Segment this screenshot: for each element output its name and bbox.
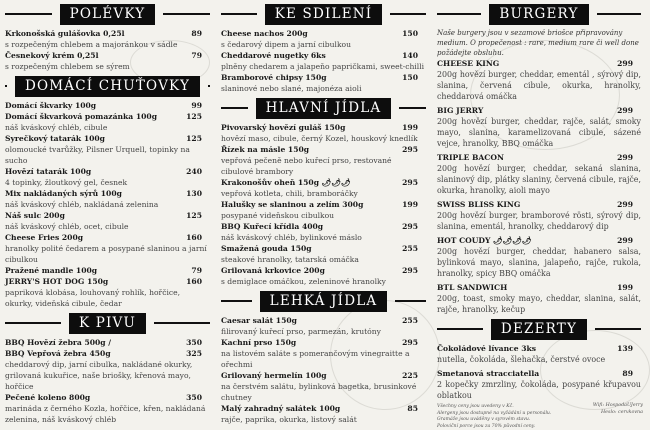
- menu-item-description: steakové hranolky, tatarská omáčka: [221, 254, 426, 265]
- menu-item-name: Smažená gouda 150g: [221, 243, 312, 254]
- menu-item-description: s rozpečeným chlebem se sýrem: [5, 61, 210, 72]
- menu-item-price: 255: [402, 243, 426, 254]
- menu-item-price: 299: [617, 58, 641, 69]
- menu-item: [5, 188, 210, 199]
- divider-line: [395, 300, 426, 302]
- menu-item-name: TRIPLE BACON: [437, 152, 504, 163]
- divider-line: [595, 328, 641, 330]
- menu-item: [221, 337, 426, 348]
- menu-item-description: 200g hovězí burger, cheddar, ementál , sýrový dip, slanina, červená cibule, okurka, hranolky, cheddarová omáčka: [437, 69, 641, 102]
- menu-item-price: 299: [617, 235, 641, 246]
- menu-item-name: Domácí škvarky 100g: [5, 100, 96, 111]
- section-header: [5, 312, 210, 334]
- menu-item-price: 325: [186, 348, 210, 359]
- menu-item: [221, 50, 426, 61]
- menu-item-description: 200g hovězí burger, cheddar, sekaná slanina, slaninový dip, plátky slaniny, červená cibule, rajče, okurka, hranolky, aioli mayo: [437, 163, 641, 196]
- menu-item: [5, 210, 210, 221]
- menu-item: [5, 100, 210, 111]
- section-title: K PIVU: [69, 313, 146, 334]
- menu-item: [5, 50, 210, 61]
- menu-item-price: 295: [402, 337, 426, 348]
- menu-item: [221, 72, 426, 83]
- wifi-name: Wifi: HospodaUJerry: [593, 402, 643, 409]
- section-title: DOMÁCÍ CHUŤOVKY: [15, 76, 200, 97]
- menu-item: [221, 403, 426, 414]
- menu-item-description: náš kváskový chléb, ocet, cibule: [5, 221, 210, 232]
- menu-item-description: náš kváskový chléb, nakládaná zelenina: [5, 199, 210, 210]
- menu-item-description: cheddarový dip, jarní cibulka, nakládané okurky, grilovaná kukuřice, naše briošky, křenová mayo, hořčice: [5, 359, 210, 392]
- menu-item: [221, 370, 426, 381]
- section-header: [437, 3, 641, 25]
- menu-item-price: 295: [402, 265, 426, 276]
- menu-item-price: 130: [186, 188, 210, 199]
- menu-item: [5, 265, 210, 276]
- divider-line: [5, 322, 61, 324]
- divider-line: [154, 322, 210, 324]
- menu-item-name: Mix nakládaných sýrů 100g: [5, 188, 122, 199]
- menu-item-price: 350: [186, 392, 210, 403]
- menu-item-name: Domácí škvarková pomazánka 100g: [5, 111, 157, 122]
- menu-item-name: HOT COUDY 🌶🌶🌶🌶: [437, 235, 532, 246]
- menu-item-description: na čerstvém salátu, bylinková bagetka, brusinkové chutney: [221, 381, 426, 403]
- menu-item-price: 89: [622, 368, 641, 379]
- menu-item-name: Halušky se slaninou a zelím 300g: [221, 199, 363, 210]
- menu-item-price: 79: [191, 50, 210, 61]
- divider-line: [221, 13, 257, 15]
- menu-item-name: BBQ Kuřecí křídla 400g: [221, 221, 323, 232]
- section-title: LEHKÁ JÍDLA: [260, 291, 388, 312]
- menu-item-description: náš kváskový chléb, cibule: [5, 122, 210, 133]
- menu-item: [5, 348, 210, 359]
- divider-line: [437, 13, 481, 15]
- menu-item-description: 200g hovězí burger, cheddar, habanero salsa, bylinková mayo, slanina, jalapeňo, rajče, rukola, hranolky, spicy BBQ omáčka: [437, 246, 641, 279]
- menu-item: [437, 368, 641, 379]
- menu-item-description: s čedarový dipem a jarní cibulkou: [221, 39, 426, 50]
- menu-item-name: BIG JERRY: [437, 105, 483, 116]
- menu-item-price: 199: [617, 282, 641, 293]
- menu-item-description: vepřová pečeně nebo kuřecí prso, restované cibulové brambory: [221, 155, 426, 177]
- menu-item-name: Řízek na másle 150g: [221, 144, 309, 155]
- menu-item-name: Pražené mandle 100g: [5, 265, 97, 276]
- divider-line: [597, 13, 641, 15]
- menu-item-description: rajče, paprika, okurka, listový salát: [221, 414, 426, 425]
- menu-item-name: Cheese Fries 200g: [5, 232, 83, 243]
- menu-item-description: 4 topinky, žloutkový gel, česnek: [5, 177, 210, 188]
- menu-item: [221, 315, 426, 326]
- menu-item-price: 240: [186, 166, 210, 177]
- menu-item-price: 89: [191, 28, 210, 39]
- menu-item-description: náš kváskový chléb, bylinkové máslo: [221, 232, 426, 243]
- section-title: HLAVNÍ JÍDLA: [256, 98, 392, 119]
- divider-line: [221, 300, 252, 302]
- menu-item: [5, 133, 210, 144]
- menu-item-price: 199: [402, 122, 426, 133]
- menu-item-description: plněny chedarem a jalapeňo papričkami, sweet-chilli: [221, 61, 426, 72]
- menu-item-description: posypané videňskou cibulkou: [221, 210, 426, 221]
- menu-item-name: Pivovarský hovězí guláš 150g: [221, 122, 345, 133]
- menu-item-price: 225: [402, 370, 426, 381]
- menu-item: [221, 122, 426, 133]
- section-title: BURGERY: [489, 4, 588, 25]
- menu-item-name: Malý zahradný salátek 100g: [221, 403, 340, 414]
- divider-line: [5, 85, 7, 87]
- menu-item-price: 295: [402, 221, 426, 232]
- section-header: [5, 3, 210, 25]
- menu-item-description: slaninové nebo slané, majonéza aioli: [221, 83, 426, 94]
- menu-item-price: 299: [617, 199, 641, 210]
- menu-item-name: Krkonošská gulášovka 0,25l: [5, 28, 124, 39]
- menu-item-price: 125: [186, 210, 210, 221]
- section-header: [5, 75, 210, 97]
- menu-item-name: Čokoládové lívance 3ks: [437, 343, 536, 354]
- menu-item-price: 350: [186, 337, 210, 348]
- footnote: Gramáže jsou uváděny v syrovém stavu.: [437, 417, 641, 424]
- menu-item-name: Grilovaný hermelín 100g: [221, 370, 327, 381]
- menu-item: [5, 111, 210, 122]
- menu-item-price: 150: [402, 28, 426, 39]
- menu-item-description: s demiglace omáčkou, zeleninové hranolky: [221, 276, 426, 287]
- wifi-password: Heslo: cervkovna: [593, 409, 643, 416]
- section-title: KE SDILENÍ: [265, 4, 383, 25]
- divider-line: [390, 13, 426, 15]
- menu-item: [221, 144, 426, 155]
- menu-item-price: 160: [186, 276, 210, 287]
- menu-item-name: JERRY'S HOT DOG 150g: [5, 276, 108, 287]
- menu-item: [5, 276, 210, 287]
- menu-item-name: BTL SANDWICH: [437, 282, 507, 293]
- section-header: [437, 318, 641, 340]
- menu-item-price: 140: [402, 50, 426, 61]
- menu-item-price: 299: [617, 105, 641, 116]
- section-title: POLÉVKY: [60, 4, 156, 25]
- wifi-info: [593, 402, 643, 416]
- menu-item-price: 295: [402, 177, 426, 188]
- menu-item-description: na listovém saláte s pomerančovým vinegraitte a ořechmi: [221, 348, 426, 370]
- menu-item: [437, 282, 641, 293]
- menu-item: [437, 235, 641, 246]
- menu-item-price: 295: [402, 144, 426, 155]
- menu-column-right: [437, 0, 641, 430]
- menu-item-description: papriková klobása, louhovaný rohlík, hořčice, okurky, videňská cibule, čedar: [5, 287, 210, 309]
- menu-item-price: 79: [191, 265, 210, 276]
- menu-item: [437, 105, 641, 116]
- menu-item-price: 255: [402, 315, 426, 326]
- menu-item-name: Caesar salát 150g: [221, 315, 297, 326]
- menu-item-description: 200g, toast, smoky mayo, cheddar, slanina, salát, rajče, hranolky, kečup: [437, 293, 641, 315]
- menu-item: [5, 28, 210, 39]
- menu-item-name: Česnekový krém 0,25l: [5, 50, 98, 61]
- menu-item-description: olomoucké tvarůžky, Pilsner Urquell, topinky na sucho: [5, 144, 210, 166]
- menu-item: [5, 392, 210, 403]
- menu-item-price: 160: [186, 232, 210, 243]
- footnote: Všechny ceny jsou uvedeny v Kč.: [437, 404, 641, 411]
- menu-item: [5, 337, 210, 348]
- menu-item-name: SWISS BLISS KING: [437, 199, 520, 210]
- divider-line: [399, 107, 426, 109]
- menu-item-name: BBQ Hovězí žebra 500g /: [5, 337, 111, 348]
- menu-item-price: 139: [617, 343, 641, 354]
- menu-item-price: 99: [191, 100, 210, 111]
- menu-column-middle: [221, 0, 426, 425]
- menu-item-description: marináda z černého Kozla, hořčice, křen, nakládaná zelenina, náš kváskový chléb: [5, 403, 210, 425]
- menu-item: [437, 199, 641, 210]
- menu-item-price: 125: [186, 133, 210, 144]
- menu-item-price: 150: [402, 72, 426, 83]
- menu-item: [5, 232, 210, 243]
- menu-item: [437, 343, 641, 354]
- menu-item-price: 125: [186, 111, 210, 122]
- menu-item-description: 200g hovězí burger, cheddar, rajče, salát, smoky mayo, slanina, karamelizovaná cibule, sázené vejce, hranolky, BBQ omáčka: [437, 116, 641, 149]
- menu-item-name: CHEESE KING: [437, 58, 499, 69]
- menu-item-description: s rozpečeným chlebem a majoránkou v sádle: [5, 39, 210, 50]
- menu-item-name: Cheddarové nugetky 6ks: [221, 50, 326, 61]
- divider-line: [221, 107, 248, 109]
- menu-item: [221, 28, 426, 39]
- menu-item-name: Bramborové chipsy 150g: [221, 72, 327, 83]
- menu-item-description: 2 kopečky zmrzliny, čokoláda, posypané křupavou oblatkou: [437, 379, 641, 401]
- footnote: Alergeny jsou dostupné na vyžádání u personálu.: [437, 411, 641, 418]
- section-title: DEZERTY: [491, 319, 587, 340]
- menu-item: [221, 177, 426, 188]
- menu-item-name: Náš sulc 200g: [5, 210, 65, 221]
- menu-item: [437, 152, 641, 163]
- divider-line: [208, 85, 210, 87]
- section-header: [221, 3, 426, 25]
- footnote: Poloviční porce jsou za 70% původní ceny.: [437, 424, 641, 430]
- menu-item-price: 299: [617, 152, 641, 163]
- menu-item: [221, 243, 426, 254]
- menu-item-name: Pečené koleno 800g: [5, 392, 90, 403]
- divider-line: [5, 13, 52, 15]
- menu-item-name: Syrečkový tatarák 100g: [5, 133, 105, 144]
- menu-item-name: Hovězí tatarák 100g: [5, 166, 91, 177]
- menu-item-name: Krakonošův oheň 150g 🌶🌶🌶: [221, 177, 351, 188]
- menu-item-description: 200g hovězí burger, bramborové rösti, sýrový dip, slanina, ementál, hranolky, cheddarový dip: [437, 210, 641, 232]
- section-header: [221, 290, 426, 312]
- menu-item: [437, 58, 641, 69]
- menu-item-description: hovězí maso, cibule, černý Kozel, houskový knedlík: [221, 133, 426, 144]
- menu-item-price: 85: [407, 403, 426, 414]
- menu-item-description: hranolky polité čedarem a posypané slaninou a jarní cibulkou: [5, 243, 210, 265]
- menu-item: [221, 265, 426, 276]
- menu-item-description: nutella, čokoláda, šlehačka, čerstvé ovoce: [437, 354, 641, 365]
- menu-item-name: Grilovaná krkovice 200g: [221, 265, 325, 276]
- menu-item-name: BBQ Vepřová žebra 450g: [5, 348, 111, 359]
- section-intro: Naše burgery jsou v sezamové briošce připravovány medium. O propečenost : rare, medium rare či well done požádejte obsluhu.: [437, 28, 641, 58]
- section-header: [221, 97, 426, 119]
- divider-line: [437, 328, 483, 330]
- divider-line: [163, 13, 210, 15]
- menu-item-description: filirovaný kuřecí prso, parmezán, krutóny: [221, 326, 426, 337]
- menu-item: [221, 221, 426, 232]
- menu-item: [5, 166, 210, 177]
- menu-item-price: 199: [402, 199, 426, 210]
- menu-item-name: Kachní prso 150g: [221, 337, 296, 348]
- menu-item-name: Cheese nachos 200g: [221, 28, 308, 39]
- menu-item-description: vepřová kotleta, chili, bramboráčky: [221, 188, 426, 199]
- menu-item-name: Smetanová stracciatella: [437, 368, 539, 379]
- menu-column-left: [5, 0, 210, 425]
- menu-item: [221, 199, 426, 210]
